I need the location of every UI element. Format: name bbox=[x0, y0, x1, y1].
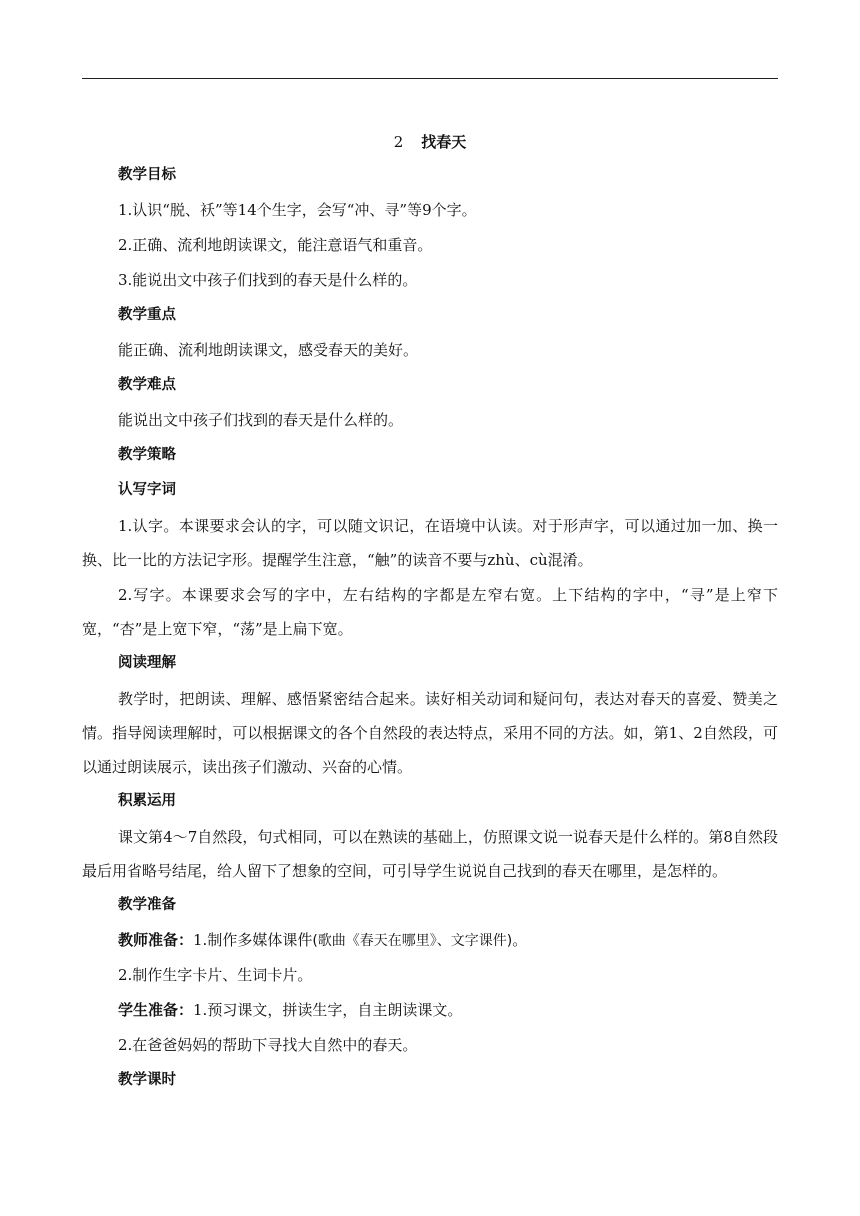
teacher-prep-label: 教师准备： bbox=[118, 931, 194, 949]
teacher-prep-item-1: 1.制作多媒体课件 bbox=[193, 931, 313, 949]
student-prep-line bbox=[82, 994, 778, 1029]
student-prep-item-1: 1.预习课文，拼读生字，自主朗读课文。 bbox=[193, 1001, 463, 1019]
header-rule bbox=[82, 78, 778, 79]
goal-item: 3.能说出文中孩子们找到的春天是什么样的。 bbox=[118, 271, 418, 289]
teacher-prep-item-1-end: 。 bbox=[512, 931, 528, 949]
writing-paragraph-1: 1.认字。本课要求会认的字，可以随文识记，在语境中认读。对于形声字，可以通过加一加、换一换、比一比的方法记字形。提醒学生注意，“触”的读音不要与zhù、cù混淆。 bbox=[82, 517, 778, 569]
lesson-title-text: 找春天 bbox=[421, 133, 467, 151]
strategy-heading: 教学策略 bbox=[118, 447, 176, 463]
teacher-prep-item-2: 2.制作生字卡片、生词卡片。 bbox=[118, 966, 313, 984]
writing-paragraph-2: 2.写字。本课要求会写的字中，左右结构的字都是左窄右宽。上下结构的字中，“寻”是上窄下宽，“杏”是上宽下窄，“荡”是上扁下宽。 bbox=[82, 586, 778, 638]
difficulty-text: 能说出文中孩子们找到的春天是什么样的。 bbox=[118, 411, 404, 429]
difficulty-heading: 教学难点 bbox=[118, 377, 176, 393]
usage-paragraph: 课文第4～7自然段，句式相同，可以在熟读的基础上，仿照课文说一说春天是什么样的。第8自然段最后用省略号结尾，给人留下了想象的空间，可引导学生说说自己找到的春天在哪里，是怎样的。 bbox=[82, 828, 778, 880]
writing-heading: 认写字词 bbox=[118, 482, 176, 498]
lesson-title bbox=[82, 127, 778, 157]
student-prep-item-2: 2.在爸爸妈妈的帮助下寻找大自然中的春天。 bbox=[118, 1036, 418, 1054]
goal-item: 2.正确、流利地朗读课文，能注意语气和重音。 bbox=[118, 236, 433, 254]
student-prep-label: 学生准备： bbox=[118, 1001, 194, 1019]
reading-paragraph: 教学时，把朗读、理解、感悟紧密结合起来。读好相关动词和疑问句，表达对春天的喜爱、赞美之情。指导阅读理解时，可以根据课文的各个自然段的表达特点，采用不同的方法。如，第1、2自然段，可以通过朗读展示，读出孩子们激动、兴奋的心情。 bbox=[82, 690, 778, 776]
lesson-number: 2 bbox=[393, 133, 404, 151]
reading-heading: 阅读理解 bbox=[118, 655, 176, 671]
focus-text: 能正确、流利地朗读课文，感受春天的美好。 bbox=[118, 341, 419, 359]
document-body bbox=[82, 127, 778, 1099]
focus-heading: 教学重点 bbox=[118, 307, 176, 323]
prep-heading: 教学准备 bbox=[118, 897, 176, 913]
teacher-prep-item-1-detail: (歌曲《春天在哪里》、文字课件) bbox=[312, 933, 513, 949]
goals-heading: 教学目标 bbox=[118, 167, 176, 183]
goal-item: 1.认识“脱、袄”等14个生字，会写“冲、寻”等9个字。 bbox=[118, 201, 477, 219]
usage-heading: 积累运用 bbox=[118, 793, 176, 809]
period-heading: 教学课时 bbox=[118, 1072, 176, 1088]
teacher-prep-line bbox=[82, 924, 778, 959]
